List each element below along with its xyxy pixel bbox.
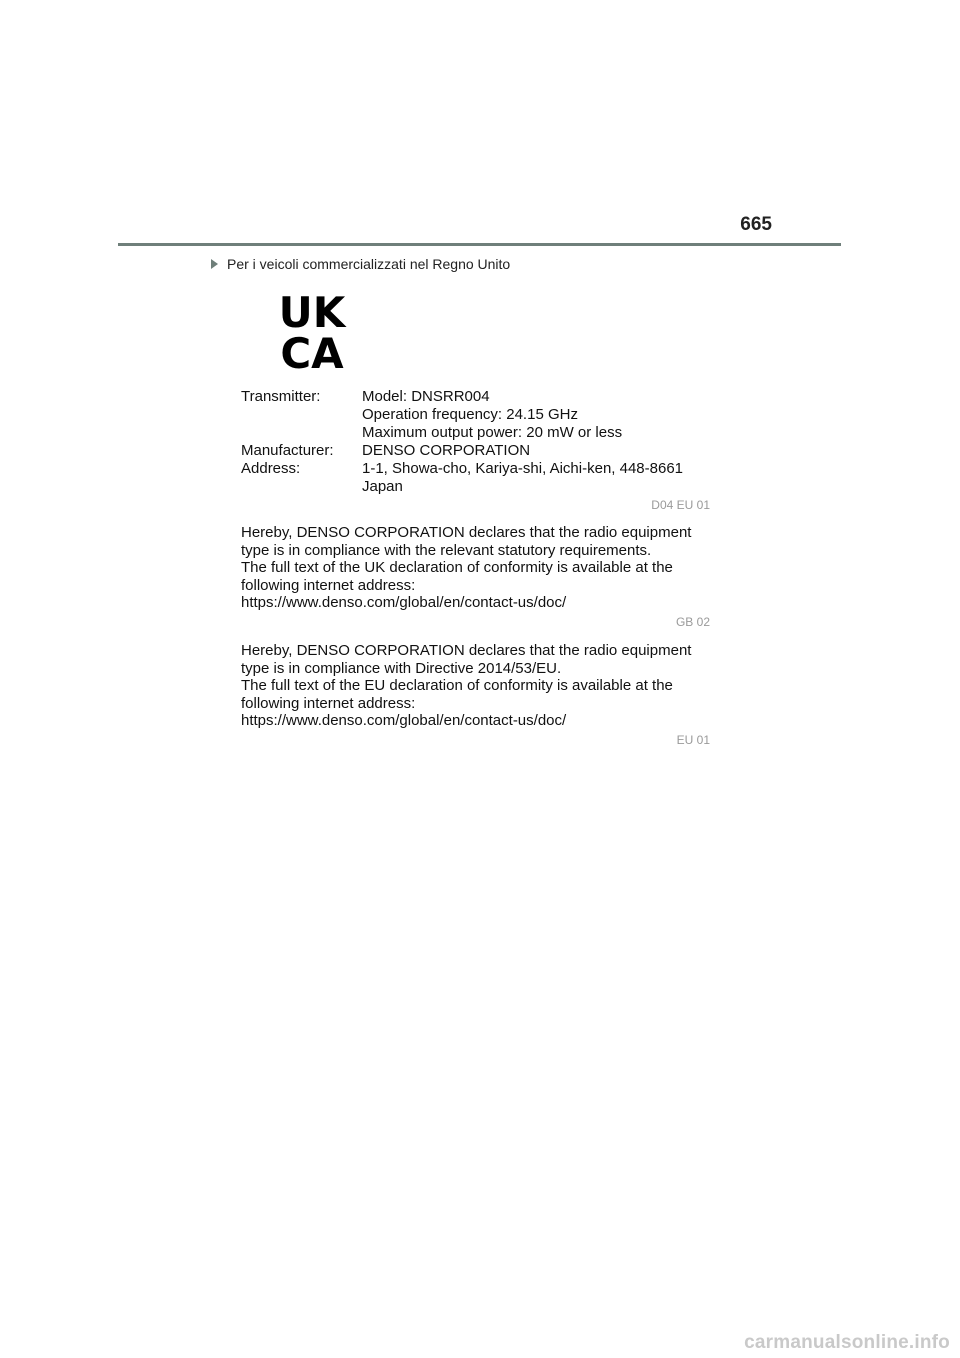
ukca-mark-line2: CA	[280, 329, 344, 370]
eu-declaration	[241, 642, 721, 730]
manufacturer-value: DENSO CORPORATION	[362, 442, 531, 459]
eu-declaration-url: https://www.denso.com/global/en/contact-us/doc/	[241, 712, 567, 730]
eu-declaration-line: following internet address:	[241, 694, 416, 712]
uk-declaration-url: https://www.denso.com/global/en/contact-us/doc/	[241, 594, 567, 612]
frequency-value: Operation frequency: 24.15 GHz	[362, 406, 578, 423]
eu-declaration-line: Hereby, DENSO CORPORATION declares that the radio equipment	[241, 642, 692, 659]
header-rule	[118, 243, 841, 246]
manufacturer-label: Manufacturer:	[241, 442, 334, 459]
uk-declaration-line: Hereby, DENSO CORPORATION declares that the radio equipment	[241, 524, 692, 541]
ref-code-eu: EU 01	[676, 733, 710, 747]
ref-code-specs: D04 EU 01	[651, 498, 710, 512]
uk-declaration-line: type is in compliance with the relevant statutory requirements.	[241, 541, 652, 559]
triangle-right-icon	[211, 259, 218, 269]
uk-declaration	[241, 524, 721, 612]
address-line2: Japan	[362, 478, 403, 495]
section-heading-text: Per i veicoli commercializzati nel Regno Unito	[227, 256, 511, 272]
ukca-mark-icon	[272, 290, 352, 370]
address-line1: 1-1, Showa-cho, Kariya-shi, Aichi-ken, 448-8661	[362, 460, 684, 477]
ukca-mark-line1: UK	[278, 290, 346, 337]
eu-declaration-line: type is in compliance with Directive 2014/53/EU.	[241, 659, 562, 677]
ref-code-uk: GB 02	[675, 615, 710, 629]
section-heading	[211, 256, 510, 272]
uk-declaration-line: The full text of the UK declaration of conformity is available at the	[241, 559, 673, 577]
uk-declaration-line: following internet address:	[241, 576, 416, 594]
address-label: Address:	[241, 460, 301, 477]
eu-declaration-line: The full text of the EU declaration of conformity is available at the	[241, 677, 673, 695]
transmitter-label: Transmitter:	[241, 388, 321, 405]
power-value: Maximum output power: 20 mW or less	[362, 424, 623, 441]
watermark: carmanualsonline.info	[744, 1332, 950, 1353]
model-value: Model: DNSRR004	[362, 388, 490, 405]
page-number: 665	[740, 214, 772, 235]
